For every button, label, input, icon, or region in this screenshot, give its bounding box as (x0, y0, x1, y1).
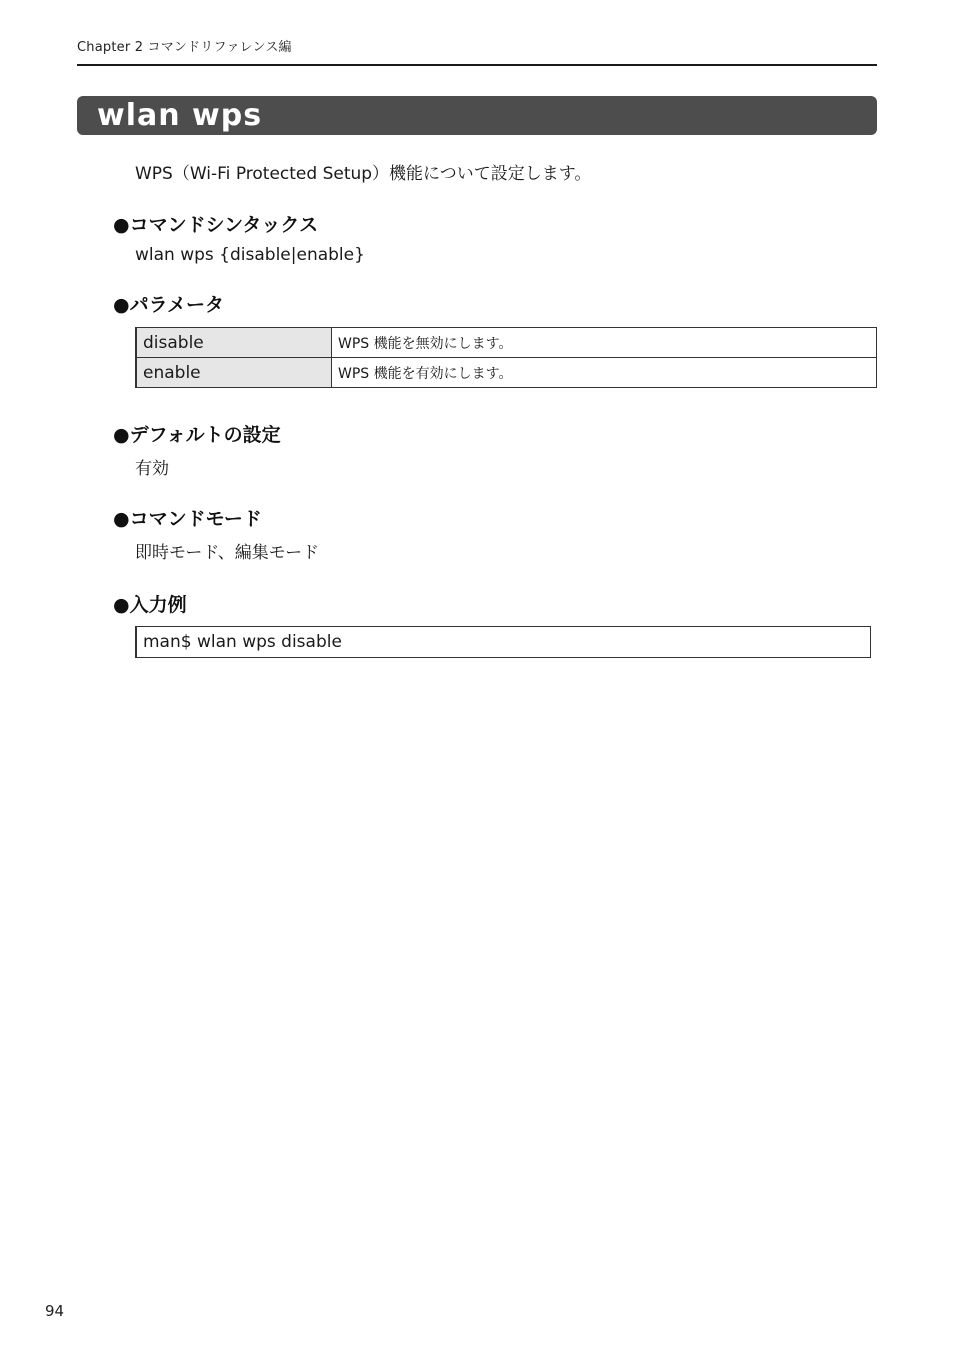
description-text: WPS（Wi-Fi Protected Setup）機能について設定します。 (135, 164, 592, 184)
mode-heading: ●コマンドモード (113, 508, 262, 530)
param-name: disable (136, 328, 332, 358)
page-title: wlan wps (97, 98, 263, 133)
default-heading: ●デフォルトの設定 (113, 424, 281, 446)
param-description: WPS 機能を無効にします。 (332, 328, 877, 358)
chapter-header: Chapter 2 コマンドリファレンス編 (77, 40, 292, 55)
page-number: 94 (45, 1302, 65, 1320)
example-heading: ●入力例 (113, 594, 187, 616)
parameters-heading: ●パラメータ (113, 294, 225, 316)
mode-body: 即時モード、編集モード (135, 543, 320, 563)
title-bar (77, 96, 877, 135)
param-name: enable (136, 358, 332, 388)
default-body: 有効 (135, 459, 169, 479)
param-description: WPS 機能を有効にします。 (332, 358, 877, 388)
syntax-body: wlan wps {disable|enable} (135, 245, 365, 265)
parameters-table (135, 327, 877, 388)
table-row (136, 328, 877, 358)
example-code-box: man$ wlan wps disable (135, 626, 871, 658)
syntax-heading: ●コマンドシンタックス (113, 214, 319, 236)
table-row (136, 358, 877, 388)
header-rule (77, 64, 877, 66)
